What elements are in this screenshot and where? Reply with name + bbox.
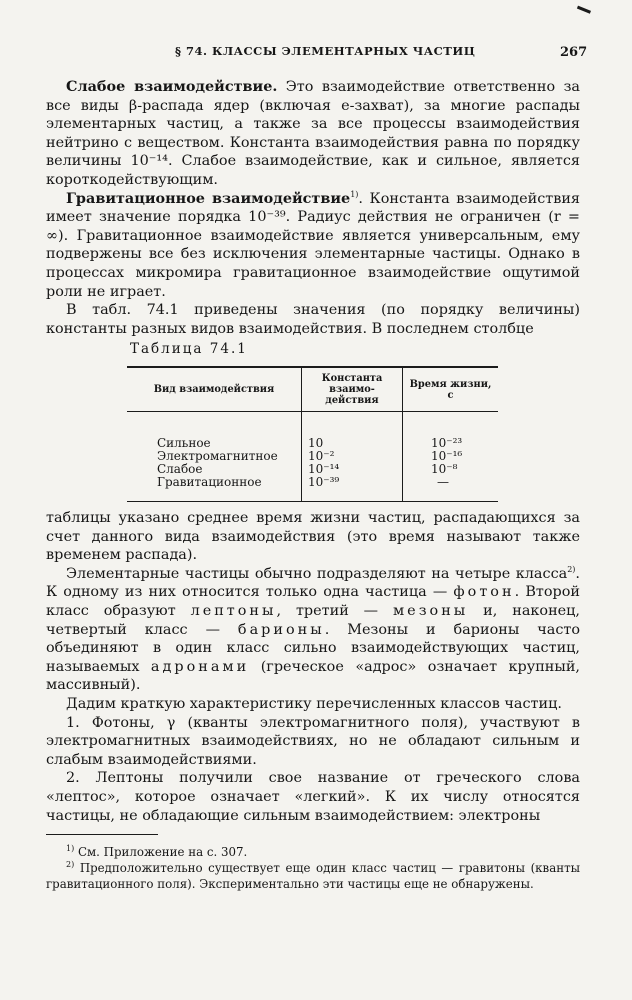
table-intro-paragraph: В табл. 74.1 приведены значения (по порядку величины) константы разных видов взаимодействия. В последнем столбце bbox=[46, 302, 580, 337]
weak-interaction-paragraph bbox=[46, 78, 580, 190]
gravitational-interaction-text: . Константа взаимодействия имеет значение порядка 10⁻³⁹. Радиус действия не ограничен (r = ∞). Гравитационное взаимодействие является универсальным, ему подвержены все без исключения элементарные частицы. Однако в процессах микромира гравитационное взаимодействие ощутимой роли не играет. bbox=[46, 190, 580, 300]
header-constant: Константа взаимо-действия bbox=[302, 367, 403, 412]
row-constant: 10⁻¹⁴ bbox=[302, 463, 403, 476]
row-type: Слабое bbox=[157, 462, 203, 476]
row-constant: 10 bbox=[302, 412, 403, 451]
header-lifetime: Время жизни, с bbox=[403, 367, 499, 412]
footnotes bbox=[46, 844, 580, 892]
weak-interaction-term: Слабое взаимодействие. bbox=[66, 78, 278, 95]
gravitational-interaction-paragraph bbox=[46, 190, 580, 302]
footnote-ref-1[interactable]: 1) bbox=[350, 189, 359, 199]
footnote-divider bbox=[46, 834, 158, 835]
table-after-paragraph: таблицы указано среднее время жизни частиц, распадающихся за счет данного вида взаимодействия (это время называют также временем распада). bbox=[46, 510, 580, 564]
footnote-2 bbox=[46, 860, 580, 892]
photon-term: фотон bbox=[453, 584, 515, 601]
classes-text: (греческое «адрос» означает крупный, массивный). bbox=[46, 658, 580, 694]
hadron-term: адронами bbox=[150, 658, 250, 675]
header-interaction-type: Вид взаимодействия bbox=[127, 367, 302, 412]
footnote-mark: 1) bbox=[66, 844, 75, 854]
gravitational-interaction-term: Гравитационное взаимодействие bbox=[66, 189, 351, 207]
main-text bbox=[46, 78, 580, 338]
page-number: 267 bbox=[560, 45, 588, 60]
row-lifetime: 10⁻²³ bbox=[431, 436, 463, 450]
table-row bbox=[127, 412, 498, 451]
baryon-term: барионы bbox=[237, 621, 325, 638]
row-lifetime: — bbox=[403, 476, 499, 502]
scan-mark bbox=[575, 6, 591, 19]
summary-paragraph: Дадим краткую характеристику перечисленных классов частиц. bbox=[66, 695, 562, 712]
particle-classes-paragraph bbox=[46, 565, 580, 695]
footnote-ref-2[interactable]: 2) bbox=[567, 564, 576, 574]
classes-text: Элементарные частицы обычно подразделяют на четыре класса bbox=[66, 565, 568, 582]
classes-text: . К одному из них относится только одна частица — bbox=[46, 565, 580, 601]
classes-text: , третий — bbox=[276, 602, 379, 619]
footnote-1 bbox=[46, 844, 580, 860]
classes-text: . Мезоны и барионы часто объединяют в один класс сильно взаимодействующих частиц, называемых bbox=[46, 621, 581, 675]
row-type: Гравитационное bbox=[127, 476, 302, 502]
weak-interaction-text: Это взаимодействие ответственно за все виды β-распада ядер (включая e-захват), за многие распады элементарных частиц, а также за все процессы взаимодействия нейтрино с веществом. Константа взаимодействия равна по порядку величины 10⁻¹⁴. Слабое взаимодействие, как и сильное, является короткодействующим. bbox=[46, 79, 581, 188]
continued-text bbox=[46, 509, 580, 825]
footnote-text: См. Приложение на с. 307. bbox=[77, 845, 248, 859]
meson-term: мезоны bbox=[392, 602, 469, 619]
interaction-table bbox=[127, 366, 498, 502]
leptons-paragraph: 2. Лептоны получили свое название от греческого слова «лептос», которое означает «легкий». К их числу относятся частицы, не обладающие сильным взаимодействием: электроны bbox=[46, 770, 580, 824]
row-constant: 10⁻³⁹ bbox=[302, 476, 403, 502]
classes-text: . Второй класс образуют bbox=[46, 584, 580, 619]
footnote-text: Предположительно существует еще один класс частиц — гравитоны (кванты гравитационного поля). Экспериментально эти частицы еще не обнаружены. bbox=[46, 861, 581, 891]
lepton-term: лептоны bbox=[190, 602, 277, 619]
row-type: Электромагнитное bbox=[157, 449, 278, 463]
row-type: Сильное bbox=[157, 436, 211, 450]
row-lifetime: 10⁻¹⁶ bbox=[431, 449, 463, 463]
table-caption: Таблица 74.1 bbox=[130, 341, 248, 357]
photons-paragraph: 1. Фотоны, γ (кванты электромагнитного поля), участвуют в электромагнитных взаимодействиях, но не обладают сильным и слабым взаимодействиями. bbox=[46, 714, 580, 768]
footnote-mark: 2) bbox=[66, 860, 75, 870]
classes-text: и, наконец, четвертый класс — bbox=[46, 602, 580, 638]
running-head: § 74. КЛАССЫ ЭЛЕМЕНТАРНЫХ ЧАСТИЦ bbox=[175, 44, 476, 58]
row-lifetime: 10⁻⁸ bbox=[431, 462, 458, 476]
row-constant: 10⁻² bbox=[302, 450, 403, 463]
table-row bbox=[127, 476, 498, 502]
